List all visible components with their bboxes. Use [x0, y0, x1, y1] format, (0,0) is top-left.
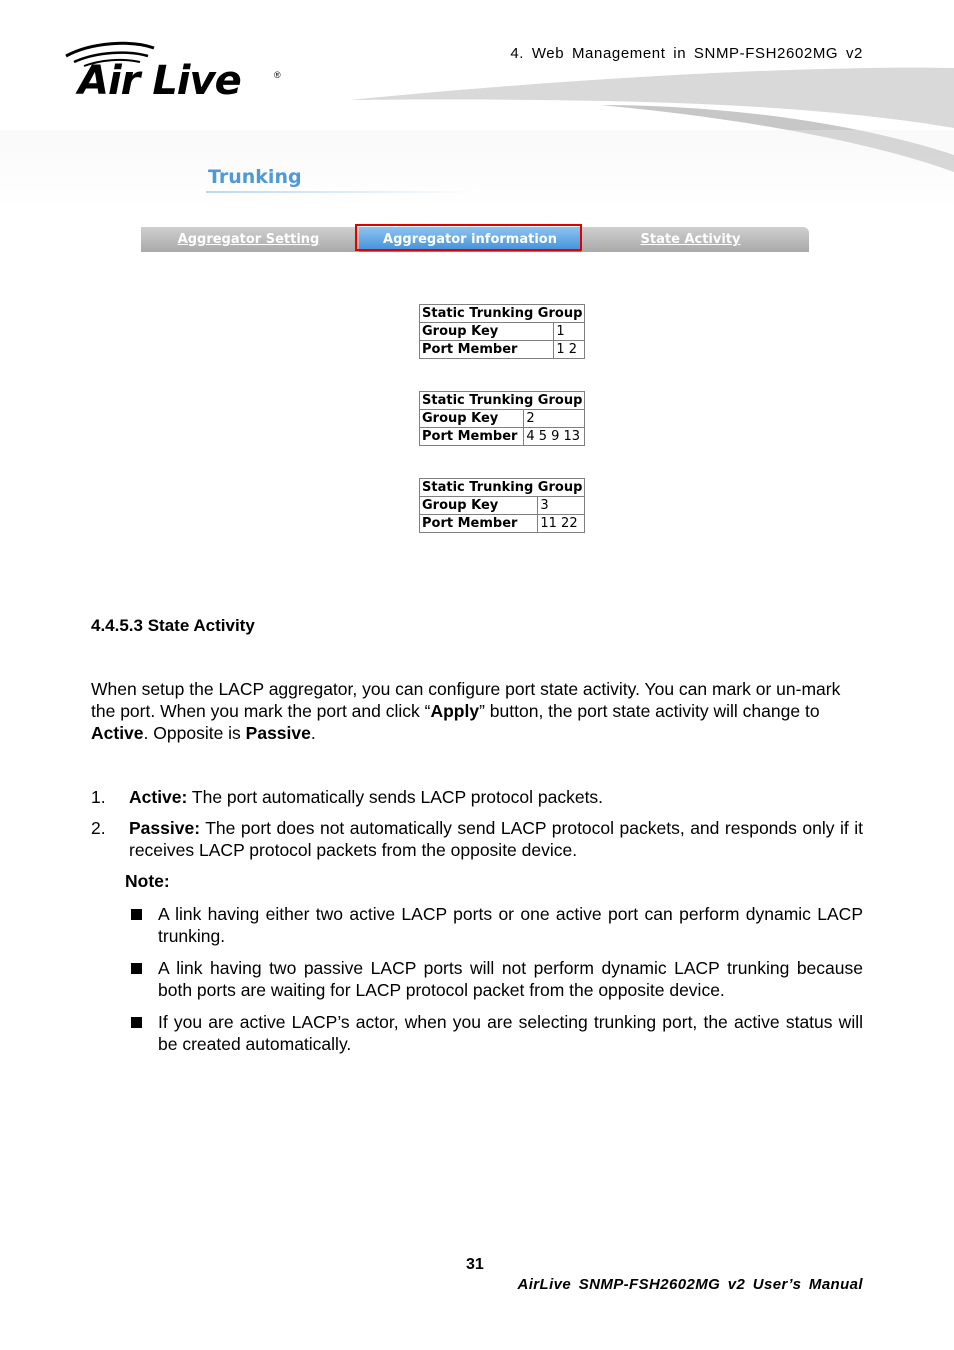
intro-paragraph: [91, 678, 863, 744]
port-member-value: 4 5 9 13: [524, 428, 585, 446]
tab-bar: [141, 227, 809, 253]
list-term: Passive:: [129, 818, 201, 838]
passive-term: Passive: [245, 723, 311, 743]
list-body: [129, 786, 863, 808]
trunk-group-table: [419, 478, 585, 533]
trunk-group-table: [419, 304, 585, 359]
port-member-label: Port Member: [420, 428, 524, 446]
registered-mark: ®: [274, 70, 281, 80]
list-body: [129, 817, 863, 861]
note-text: A link having either two active LACP ports or one active port can perform dynamic LACP trunking.: [158, 904, 863, 946]
title-underline: [206, 191, 480, 193]
table-header: Static Trunking Group: [420, 392, 585, 410]
intro-text: When setup the LACP aggregator, you can configure port state activity. You can mark or un-mark the port. When you mark the port and click “: [91, 679, 841, 721]
list-text: The port does not automatically send LACP protocol packets, and responds only if it receives LACP protocol packets from the opposite device.: [129, 818, 863, 860]
square-bullet-icon: [131, 963, 142, 974]
group-key-label: Group Key: [420, 497, 538, 515]
manual-footer: AirLive SNMP-FSH2602MG v2 User’s Manual: [517, 1276, 863, 1293]
table-header: Static Trunking Group: [420, 305, 585, 323]
highlight-frame: [355, 224, 582, 251]
section-heading: 4.4.5.3 State Activity: [91, 616, 255, 635]
list-term: Active:: [129, 787, 188, 807]
apply-term: Apply: [430, 701, 480, 721]
square-bullet-icon: [131, 909, 142, 920]
group-key-label: Group Key: [420, 410, 524, 428]
active-term: Active: [91, 723, 144, 743]
list-text: The port automatically sends LACP protocol packets.: [187, 787, 604, 807]
airlive-logo: Air Live: [78, 58, 241, 104]
group-key-value: 1: [554, 323, 585, 341]
list-number: 1.: [91, 787, 106, 807]
group-key-label: Group Key: [420, 323, 554, 341]
port-member-value: 1 2: [554, 341, 585, 359]
tab-aggregator-information[interactable]: Aggregator information: [359, 227, 581, 252]
page-number: 31: [466, 1256, 484, 1273]
trunk-group-table: [419, 391, 585, 446]
trunking-title: Trunking: [208, 166, 302, 188]
group-key-value: 2: [524, 410, 585, 428]
note-label: Note:: [125, 871, 170, 891]
intro-text: .: [310, 723, 316, 743]
note-text: A link having two passive LACP ports will not perform dynamic LACP trunking because both ports are waiting for LACP protocol packet from the opposite device.: [158, 958, 863, 1000]
port-member-label: Port Member: [420, 341, 554, 359]
tab-state-activity[interactable]: State Activity: [640, 232, 741, 247]
note-text: If you are active LACP’s actor, when you are selecting trunking port, the active status will be created automatically.: [158, 1012, 863, 1054]
intro-text: . Opposite is: [143, 723, 246, 743]
intro-text: ” button, the port state activity will change to: [479, 701, 820, 721]
chapter-header: 4. Web Management in SNMP-FSH2602MG v2: [510, 45, 863, 62]
port-member-label: Port Member: [420, 515, 538, 533]
table-header: Static Trunking Group: [420, 479, 585, 497]
list-number: 2.: [91, 818, 106, 838]
port-member-value: 11 22: [538, 515, 585, 533]
group-key-value: 3: [538, 497, 585, 515]
square-bullet-icon: [131, 1017, 142, 1028]
tab-aggregator-setting[interactable]: Aggregator Setting: [177, 232, 320, 247]
